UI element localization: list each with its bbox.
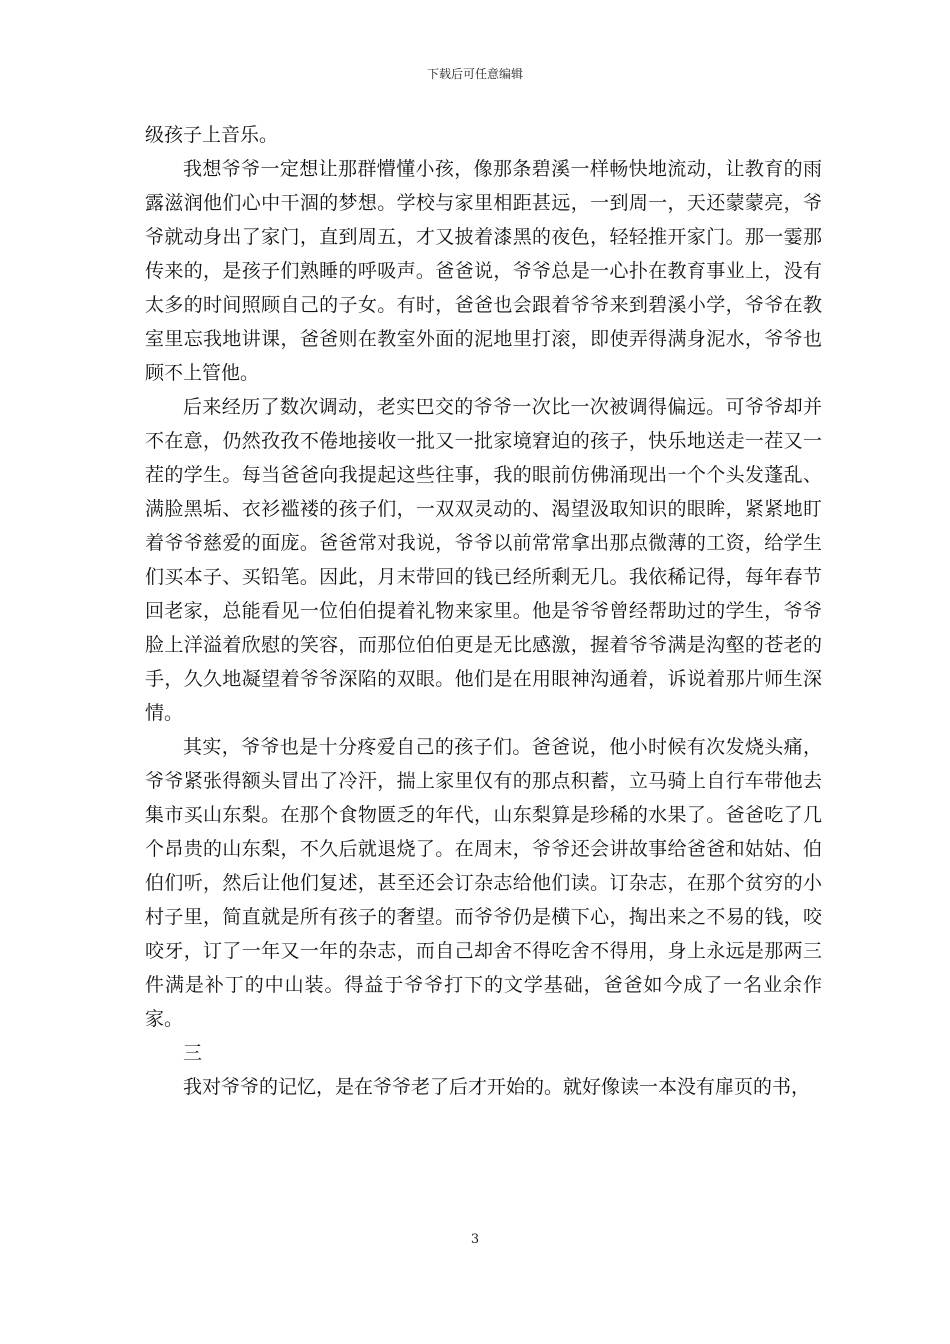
paragraph: 后来经历了数次调动，老实巴交的爷爷一次比一次被调得偏远。可爷爷却并不在意，仍然孜孜不倦地接收一批又一批家境窘迫的孩子，快乐地送走一茬又一茬的学生。每当爸爸向我提起这些往事，我的眼前仿佛涌现出一个个头发蓬乱、满脸黑垢、衣衫褴褛的孩子们，一双双灵动的、渴望汲取知识的眼眸，紧紧地盯着爷爷慈爱的面庞。爸爸常对我说，爷爷以前常常拿出那点微薄的工资，给学生们买本子、买铅笔。因此，月末带回的钱已经所剩无几。我依稀记得，每年春节回老家，总能看见一位伯伯提着礼物来家里。他是爷爷曾经帮助过的学生，爷爷脸上洋溢着欣慰的笑容，而那位伯伯更是无比感激，握着爷爷满是沟壑的苍老的手，久久地凝望着爷爷深陷的双眼。他们是在用眼神沟通着，诉说着那片师生深情。 [145,396,822,724]
section-heading: 三 [183,1042,203,1064]
paragraph-continuation: 级孩子上音乐。 [145,124,279,146]
page-number: 3 [470,1232,480,1247]
paragraph: 我想爷爷一定想让那群懵懂小孩，像那条碧溪一样畅快地流动，让教育的雨露滋润他们心中干涸的梦想。学校与家里相距甚远，一到周一，天还蒙蒙亮，爷爷就动身出了家门，直到周五，才又披着漆黑的夜色，轻轻推开家门。那一霎那传来的，是孩子们熟睡的呼吸声。爸爸说，爷爷总是一心扑在教育事业上，没有太多的时间照顾自己的子女。有时，爸爸也会跟着爷爷来到碧溪小学，爷爷在教室里忘我地讲课，爸爸则在教室外面的泥地里打滚，即使弄得满身泥水，爷爷也顾不上管他。 [145,158,822,384]
page-header: 下载后可任意编辑 [426,67,523,81]
paragraph: 其实，爷爷也是十分疼爱自己的孩子们。爸爸说，他小时候有次发烧头痛，爷爷紧张得额头冒出了冷汗，揣上家里仅有的那点积蓄，立马骑上自行车带他去集市买山东梨。在那个食物匮乏的年代，山东梨算是珍稀的水果了。爸爸吃了几个昂贵的山东梨，不久后就退烧了。在周末，爷爷还会讲故事给爸爸和姑姑、伯伯们听，然后让他们复述，甚至还会订杂志给他们读。订杂志，在那个贫穷的小村子里，简直就是所有孩子的奢望。而爷爷仍是横下心，掏出来之不易的钱，咬咬牙，订了一年又一年的杂志，而自己却舍不得吃舍不得用，身上永远是那两三件满是补丁的中山装。得益于爷爷打下的文学基础，爸爸如今成了一名业余作家。 [145,736,822,1030]
body-text [145,118,822,1104]
paragraph: 我对爷爷的记忆，是在爷爷老了后才开始的。就好像读一本没有扉页的书， [183,1076,811,1098]
